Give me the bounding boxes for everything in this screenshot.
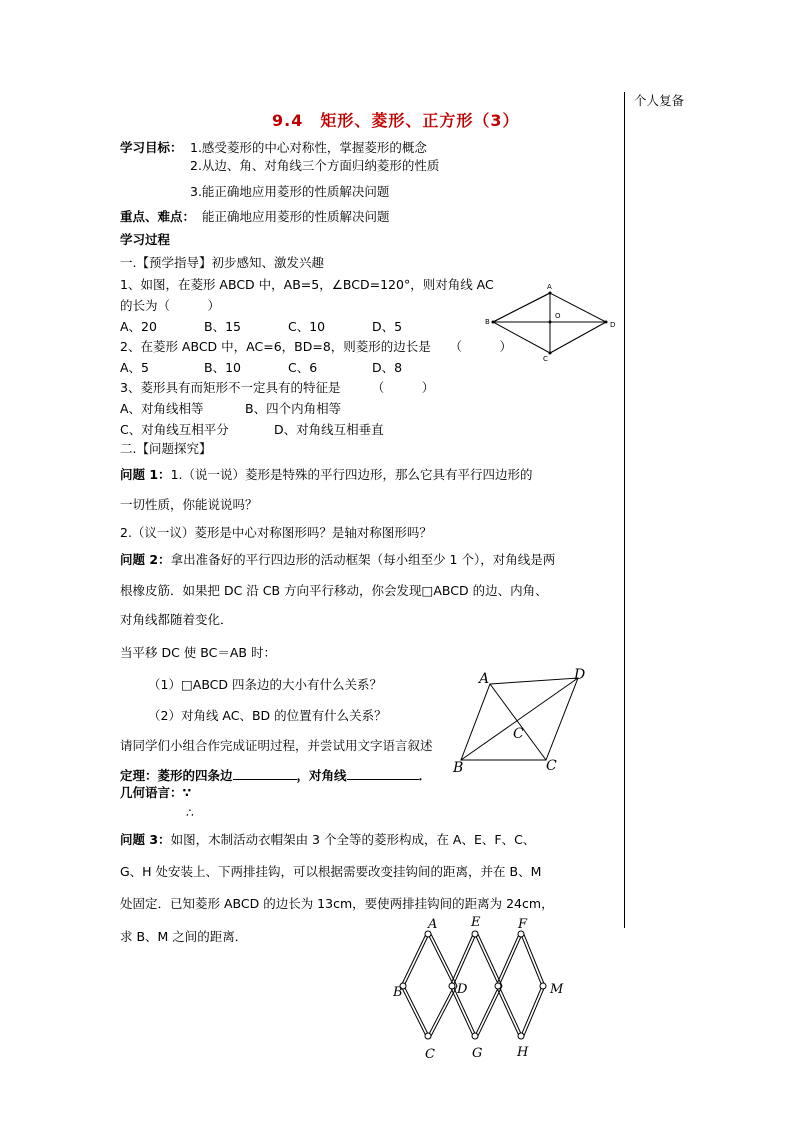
fig1-point-a xyxy=(549,292,552,295)
fig3-label-b: B xyxy=(393,985,403,1000)
fig3-label-f: F xyxy=(518,917,528,932)
fig1-point-o xyxy=(549,321,552,324)
keypoints-text: 能正确地应用菱形的性质解决问题 xyxy=(202,209,390,224)
fig3-hook-e xyxy=(472,931,478,937)
page-title: 9.4 矩形、菱形、正方形（3） xyxy=(272,111,520,130)
sidebar-label: 个人复备 xyxy=(634,93,685,108)
q2-option-c: C、6 xyxy=(288,360,318,375)
fig3-label-e: E xyxy=(471,915,481,930)
p1-line3: 2.（议一议）菱形是中心对称图形吗？是轴对称图形吗？ xyxy=(120,525,432,540)
theorem-blank-2 xyxy=(347,767,419,780)
p2-line1: 拿出准备好的平行四边形的活动框架（每小组至少 1 个），对角线是两 xyxy=(170,552,556,567)
q3-option-b: B、四个内角相等 xyxy=(245,401,342,416)
fig1-label-a: A xyxy=(547,283,552,291)
objective-2: 2.从边、角、对角线三个方面归纳菱形的性质 xyxy=(190,158,440,173)
fig2-label-a: A xyxy=(479,671,490,687)
theorem xyxy=(120,767,431,784)
fig3-hook-h xyxy=(518,1033,524,1039)
figure1-rhombus xyxy=(484,280,622,364)
p3-label: 问题 3： xyxy=(120,832,171,847)
section1-heading: 一.【预学指导】初步感知、激发兴趣 xyxy=(120,255,324,270)
p3-line1: 如图，木制活动衣帽架由 3 个全等的菱形构成，在 A、E、F、C、 xyxy=(170,832,536,847)
p1-line1: 1.（说一说）菱形是特殊的平行四边形，那么它具有平行四边形的 xyxy=(170,467,533,482)
section2-heading: 二.【问题探究】 xyxy=(120,441,212,456)
figure2-rhombus xyxy=(448,662,596,776)
fig1-label-d: D xyxy=(610,321,616,329)
q2-option-b: B、10 xyxy=(204,360,241,375)
q1-option-b: B、15 xyxy=(204,319,241,334)
q2-option-d: D、8 xyxy=(372,360,403,375)
geo-label: 几何语言：∵ xyxy=(120,785,192,800)
q3-line: 3、菱形具有而矩形不一定具有的特征是 （ ） xyxy=(120,380,435,395)
theorem-b: ，对角线 xyxy=(296,768,347,783)
theorem-c: ． xyxy=(418,768,432,783)
fig3-joint-mid xyxy=(495,983,501,989)
p1-line2: 一切性质，你能说说吗？ xyxy=(120,497,258,512)
q2-option-a: A、5 xyxy=(120,360,150,375)
fig1-point-b xyxy=(492,321,495,324)
fig3-hook-g xyxy=(472,1033,478,1039)
fig3-rhombus-1 xyxy=(401,932,454,1038)
fig2-diagonal-ac xyxy=(490,684,546,760)
fig3-label-h: H xyxy=(517,1045,529,1060)
q1-line1: 1、如图，在菱形 ABCD 中，AB=5，∠BCD=120°，则对角线 AC xyxy=(120,277,494,292)
fig3-label-d: D xyxy=(457,982,468,997)
fig3-hook-c xyxy=(425,1033,431,1039)
objectives-label: 学习目标： xyxy=(120,140,183,155)
therefore-symbol: ∴ xyxy=(186,805,194,820)
fig2-label-c: C xyxy=(546,758,557,774)
fig2-diagonal-bd xyxy=(461,678,578,760)
keypoints-label: 重点、难点： xyxy=(120,209,196,224)
fig2-label-d: D xyxy=(574,667,586,683)
q1-option-a: A、20 xyxy=(120,319,157,334)
q3-option-c: C、对角线互相平分 xyxy=(120,422,229,437)
process-label: 学习过程 xyxy=(120,232,171,247)
figure3-coat-rack xyxy=(390,912,576,1066)
p3-line4: 求 B、M 之间的距离． xyxy=(120,929,248,944)
q3-option-d: D、对角线互相垂直 xyxy=(274,422,384,437)
fig3-joint-m xyxy=(540,983,546,989)
p2-label: 问题 2： xyxy=(120,552,171,567)
fig3-label-g: G xyxy=(472,1046,483,1061)
fig2-label-b: B xyxy=(453,760,464,776)
theorem-blank-1 xyxy=(233,767,297,780)
p2-line3: 对角线都随着变化． xyxy=(120,612,233,627)
p2-line2: 根橡皮筋．如果把 DC 沿 CB 方向平行移动，你会发现□ABCD 的边、内角、 xyxy=(120,583,548,598)
p2-line4: 当平移 DC 使 BC＝AB 时： xyxy=(120,645,276,660)
fig3-label-a: A xyxy=(428,917,438,932)
fig1-point-c xyxy=(549,352,552,355)
p2-sub1: （1）□ABCD 四条边的大小有什么关系？ xyxy=(148,677,382,692)
objective-3: 3.能正确地应用菱形的性质解决问题 xyxy=(190,184,390,199)
fig3-joint-d xyxy=(449,983,455,989)
q3-option-a: A、对角线相等 xyxy=(120,401,204,416)
p3-line3: 处固定．已知菱形 ABCD 的边长为 13cm，要使两排挂钩间的距离为 24cm， xyxy=(120,896,554,911)
sidebar-divider xyxy=(624,92,625,928)
p3-line2: G、H 处安装上、下两排挂钩，可以根据需要改变挂钩间的距离，并在 B、M xyxy=(120,864,542,879)
fig1-label-c: C xyxy=(543,355,548,363)
q1-line2: 的长为（ ） xyxy=(120,298,221,313)
objective-1: 1.感受菱形的中心对称性，掌握菱形的概念 xyxy=(190,140,427,155)
p2-line5: 请同学们小组合作完成证明过程，并尝试用文字语言叙述 xyxy=(120,738,433,753)
fig2-label-center: C xyxy=(513,726,524,742)
fig3-rhombus-3 xyxy=(496,932,542,1038)
fig1-label-o: O xyxy=(555,312,561,320)
theorem-a: 定理：菱形的四条边 xyxy=(120,768,233,783)
fig1-label-b: B xyxy=(485,318,490,326)
fig3-label-m: M xyxy=(550,982,564,997)
p2-sub2: （2）对角线 AC、BD 的位置有什么关系？ xyxy=(148,708,387,723)
q2-line: 2、在菱形 ABCD 中，AC=6，BD=8，则菱形的边长是 （ ） xyxy=(120,339,513,354)
fig1-point-d xyxy=(605,321,608,324)
fig3-rhombus-3-inner xyxy=(499,932,545,1038)
fig3-label-c: C xyxy=(425,1047,435,1062)
q1-option-d: D、5 xyxy=(372,319,403,334)
q1-option-c: C、10 xyxy=(288,319,326,334)
p1-label: 问题 1： xyxy=(120,467,171,482)
